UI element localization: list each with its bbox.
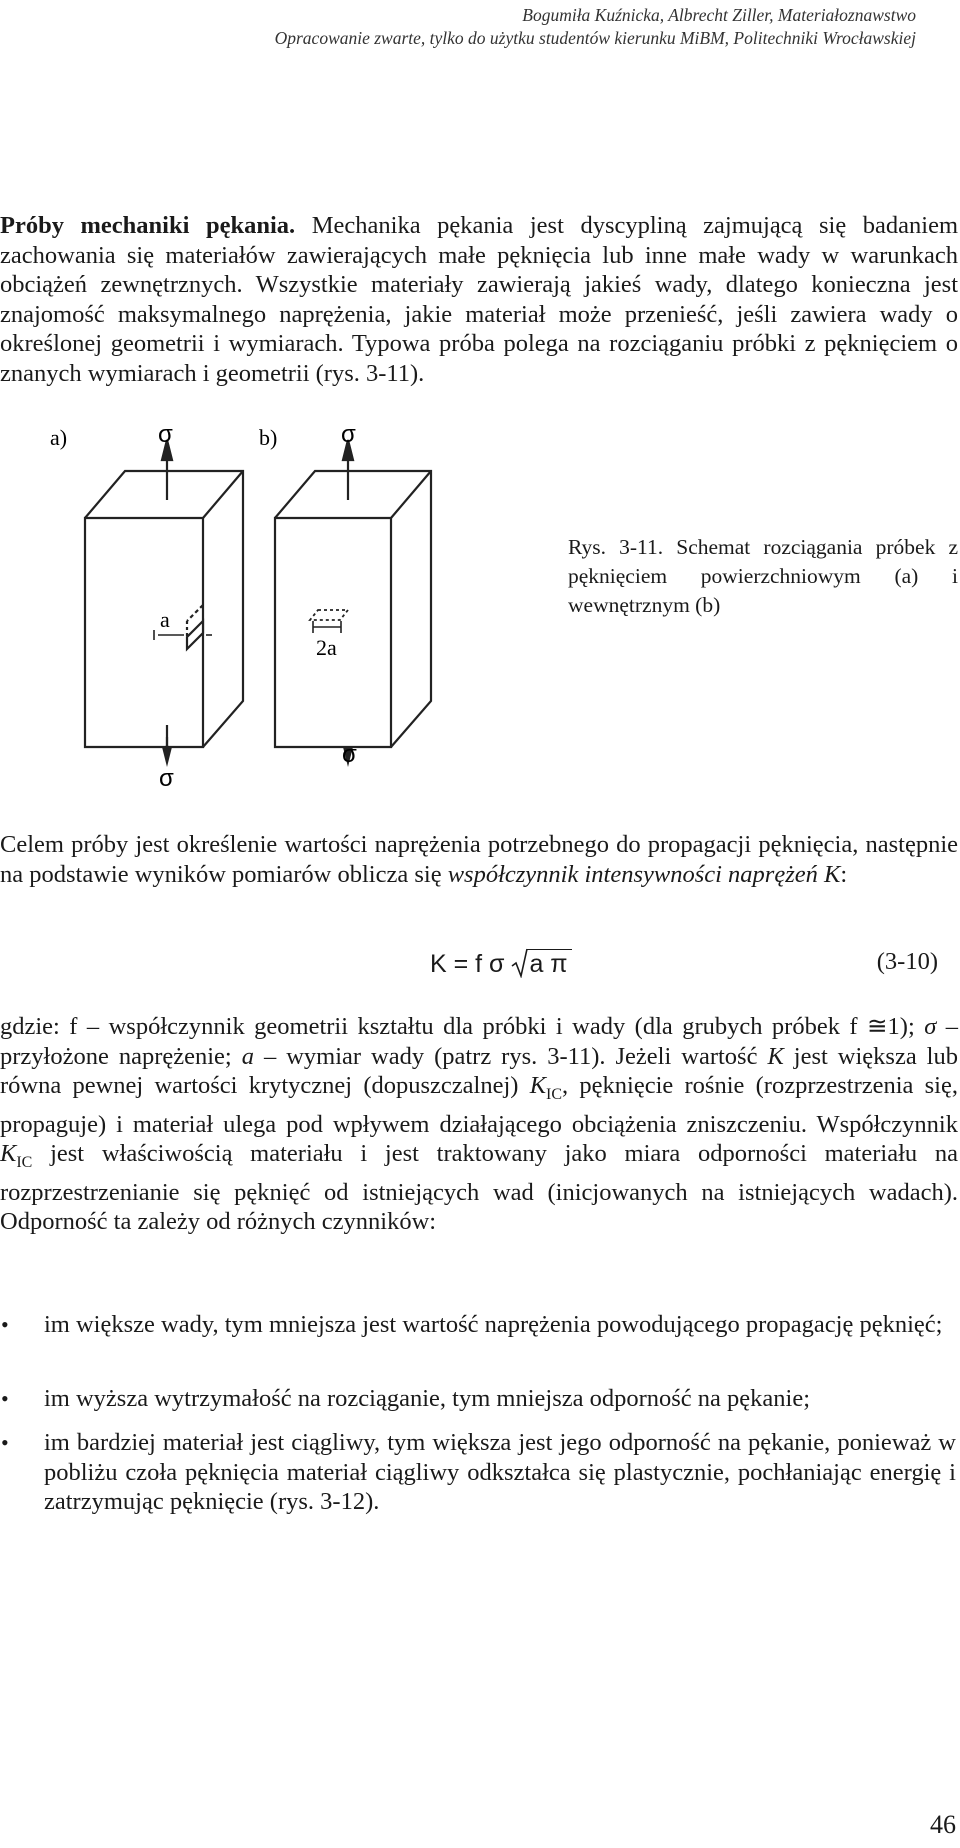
specimen-a: [85, 440, 243, 767]
formula-k: [430, 948, 572, 979]
figure-caption: Rys. 3-11. Schemat rozciągania próbek z pęknięciem powierzchniowym (a) i wewnętrznym (b): [568, 535, 958, 617]
sigma-top-b: σ: [341, 421, 356, 448]
where-text-5: , pęknięcie rośnie (rozprzestrzenia się, propaguje) i materiał ulega pod wpływem działającego obciążenia zniszczeniu. Współczynnik: [0, 1072, 958, 1138]
where-text-3: – wymiar wady (patrz rys. 3-11). Jeżeli wartość: [253, 1042, 768, 1070]
crack-label-a: a: [160, 607, 170, 632]
symbol-a: a: [241, 1042, 254, 1070]
paragraph-where: [0, 1012, 958, 1237]
paragraph-fracture-tests: [0, 211, 958, 389]
section-title: Próby mechaniki pękania.: [0, 212, 296, 239]
list-item: [1, 1310, 956, 1340]
symbol-kic-sub: IC: [546, 1086, 563, 1104]
symbol-k: K: [767, 1042, 784, 1070]
list-item-text: im bardziej materiał jest ciągliwy, tym większa jest jego odporność na pękanie, ponieważ w pobliżu czoła pęknięcia materiał ciągliwy odkształca się plastycznie, pochłaniając energię i zatrzymując pęknięcie (rys. 3-12).: [44, 1429, 956, 1516]
sigma-bottom-b: σ: [342, 741, 357, 768]
where-text-4: jest większa lub równa pewnej wartości krytycznej (dopuszczalnej): [0, 1042, 958, 1100]
where-text-2: – przyłożone naprężenie;: [0, 1013, 959, 1070]
header-authors: Bogumiła Kuźnicka, Albrecht Ziller, Materiałoznawstwo: [522, 5, 916, 25]
sigma-top-a: σ: [158, 421, 173, 448]
list-item: [1, 1384, 956, 1414]
list-item-text: im większe wady, tym mniejsza jest wartość naprężenia powodującego propagację pęknięć;: [44, 1311, 943, 1338]
specimen-b: [275, 440, 431, 767]
page-header: [275, 4, 916, 50]
bullet-icon: •: [1, 1312, 9, 1337]
equation-number: (3-10): [876, 948, 938, 975]
bullet-icon: •: [1, 1386, 9, 1411]
symbol-kic-sub-2: IC: [16, 1154, 33, 1172]
figure-label-a: a): [50, 425, 68, 450]
paragraph-text: Mechanika pękania jest dyscypliną zajmującą się badaniem zachowania się materiałów zawierających małe pęknięcia lub inne małe wady w warunkach obciążeń zewnętrznych. Wszystkie materiały zawierają jakieś wady, dlatego konieczna jest znajomość maksymalnego naprężenia, jakie materiał może przenieść, jeśli zawiera wady o określonej geometrii i wymiarach. Typowa próba polega na rozciąganiu próbki z pęknięciem o znanych wymiarach i geometrii (rys. 3-11).: [0, 212, 958, 387]
paragraph-goal: [0, 830, 958, 889]
goal-colon: :: [840, 860, 848, 888]
sigma-bottom-a: σ: [159, 765, 174, 792]
list-item-text: im wyższa wytrzymałość na rozciąganie, tym mniejsza odporność na pękanie;: [44, 1385, 811, 1412]
list-item: [1, 1428, 956, 1517]
symbol-kic: K: [529, 1072, 547, 1100]
formula-lhs: K = f σ: [430, 950, 505, 978]
symbol-kic-2: K: [0, 1140, 17, 1168]
bullet-icon: •: [1, 1430, 9, 1455]
symbol-sigma: σ: [924, 1013, 937, 1040]
figure-label-b: b): [259, 425, 278, 450]
goal-text: Celem próby jest określenie wartości naprężenia potrzebnego do propagacji pęknięcia, następnie na podstawie wyników pomiarów oblicza się: [0, 831, 958, 888]
formula-radicand: a π: [527, 949, 571, 978]
page-number: 46: [930, 1810, 956, 1839]
where-text-6: jest właściwością materiału i jest traktowany jako miara odporności materiału na rozprzestrzenianie się pęknięć od istniejących wad (inicjowanych na istniejących wadach). Odporność ta zależy od różnych czynników:: [0, 1140, 958, 1236]
goal-term: współczynnik intensywności naprężeń K: [447, 860, 841, 888]
crack-label-2a: 2a: [316, 635, 337, 660]
header-note: Opracowanie zwarte, tylko do użytku studentów kierunku MiBM, Politechniki Wrocławskiej: [274, 28, 916, 48]
where-text-1: gdzie: f – współczynnik geometrii kształtu dla próbki i wady (dla grubych próbek f ≅1);: [0, 1013, 925, 1040]
